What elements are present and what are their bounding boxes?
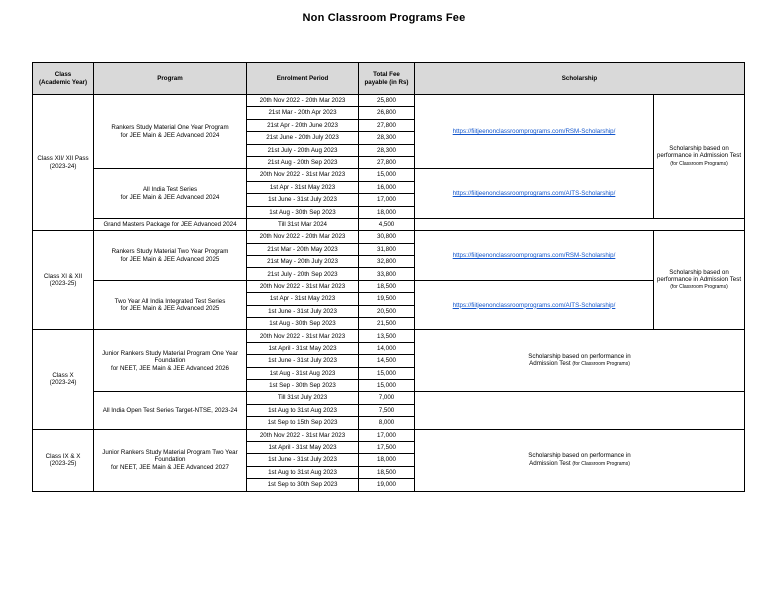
period-cell: 21st May - 20th July 2023 bbox=[247, 256, 359, 268]
program-cell: All India Open Test Series Target-NTSE, 2023-24 bbox=[94, 392, 247, 429]
program-cell: Grand Masters Package for JEE Advanced 2024 bbox=[94, 218, 247, 230]
table-row bbox=[33, 218, 745, 230]
period-cell: 1st June - 31st July 2023 bbox=[247, 454, 359, 466]
scholarship-note-cell: Scholarship based on performance in Admission Test (for Classroom Programs) bbox=[654, 95, 745, 219]
period-cell: 1st Aug - 30th Sep 2023 bbox=[247, 318, 359, 330]
header-class: Class (Academic Year) bbox=[33, 63, 94, 95]
period-cell: 20th Nov 2022 - 31st Mar 2023 bbox=[247, 169, 359, 181]
table-row bbox=[33, 429, 745, 441]
fee-cell: 15,000 bbox=[359, 169, 415, 181]
header-enrolment-period: Enrolment Period bbox=[247, 63, 359, 95]
class-cell: Class IX & X (2023-25) bbox=[33, 429, 94, 491]
program-cell: Rankers Study Material One Year Program for JEE Main & JEE Advanced 2024 bbox=[94, 95, 247, 169]
fee-cell: 21,500 bbox=[359, 318, 415, 330]
fee-cell: 4,500 bbox=[359, 218, 415, 230]
fee-cell: 8,000 bbox=[359, 417, 415, 429]
period-cell: 21st June - 20th July 2023 bbox=[247, 132, 359, 144]
fee-table bbox=[32, 62, 745, 492]
empty-cell bbox=[415, 218, 745, 230]
table-row bbox=[33, 280, 745, 292]
period-cell: 1st Apr - 31st May 2023 bbox=[247, 181, 359, 193]
fee-cell: 19,500 bbox=[359, 293, 415, 305]
scholarship-link[interactable]: https://fiitjeenonclassroomprograms.com/AITS-Scholarship/ bbox=[452, 301, 616, 309]
period-cell: 1st Aug - 30th Sep 2023 bbox=[247, 206, 359, 218]
fee-cell: 31,800 bbox=[359, 243, 415, 255]
fee-cell: 13,500 bbox=[359, 330, 415, 342]
period-cell: 1st Aug - 31st Aug 2023 bbox=[247, 367, 359, 379]
scholarship-note-cell: Scholarship based on performance in Admission Test (for Classroom Programs) bbox=[415, 429, 745, 491]
fee-cell: 17,000 bbox=[359, 194, 415, 206]
period-cell: 1st Sep to 30th Sep 2023 bbox=[247, 479, 359, 491]
fee-cell: 18,500 bbox=[359, 466, 415, 478]
period-cell: 1st June - 31st July 2023 bbox=[247, 305, 359, 317]
fee-cell: 7,000 bbox=[359, 392, 415, 404]
period-cell: 1st June - 31st July 2023 bbox=[247, 355, 359, 367]
program-cell: Rankers Study Material Two Year Program for JEE Main & JEE Advanced 2025 bbox=[94, 231, 247, 281]
table-row bbox=[33, 231, 745, 243]
fee-cell: 25,800 bbox=[359, 95, 415, 107]
class-cell: Class XII/ XII Pass (2023-24) bbox=[33, 95, 94, 231]
fee-cell: 14,000 bbox=[359, 342, 415, 354]
empty-cell bbox=[415, 392, 745, 429]
fee-cell: 15,000 bbox=[359, 367, 415, 379]
period-cell: 21st July - 20th Aug 2023 bbox=[247, 144, 359, 156]
fee-cell: 18,500 bbox=[359, 280, 415, 292]
scholarship-link-cell bbox=[415, 231, 654, 281]
fee-cell: 30,800 bbox=[359, 231, 415, 243]
fee-cell: 27,800 bbox=[359, 119, 415, 131]
period-cell: 1st Sep to 15th Sep 2023 bbox=[247, 417, 359, 429]
scholarship-note-cell: Scholarship based on performance in Admission Test (for Classroom Programs) bbox=[654, 231, 745, 330]
fee-cell: 28,300 bbox=[359, 132, 415, 144]
table-row bbox=[33, 392, 745, 404]
period-cell: Till 31st July 2023 bbox=[247, 392, 359, 404]
fee-cell: 32,800 bbox=[359, 256, 415, 268]
scholarship-link-cell bbox=[415, 280, 654, 330]
program-cell: Two Year All India Integrated Test Series for JEE Main & JEE Advanced 2025 bbox=[94, 280, 247, 330]
fee-cell: 26,800 bbox=[359, 107, 415, 119]
header-total-fee: Total Fee payable (in Rs) bbox=[359, 63, 415, 95]
fee-cell: 17,500 bbox=[359, 441, 415, 453]
period-cell: 20th Nov 2022 - 20th Mar 2023 bbox=[247, 231, 359, 243]
period-cell: 1st Apr - 31st May 2023 bbox=[247, 293, 359, 305]
scholarship-link[interactable]: https://fiitjeenonclassroomprograms.com/RSM-Scholarship/ bbox=[452, 128, 616, 136]
table-row bbox=[33, 169, 745, 181]
period-cell: 1st Aug to 31st Aug 2023 bbox=[247, 466, 359, 478]
header-program: Program bbox=[94, 63, 247, 95]
fee-cell: 27,800 bbox=[359, 156, 415, 168]
table-row bbox=[33, 95, 745, 107]
table-header-row bbox=[33, 63, 745, 95]
fee-cell: 18,000 bbox=[359, 206, 415, 218]
class-cell: Class XI & XII (2023-25) bbox=[33, 231, 94, 330]
period-cell: 21st Aug - 20th Sep 2023 bbox=[247, 156, 359, 168]
fee-cell: 18,000 bbox=[359, 454, 415, 466]
fee-cell: 7,500 bbox=[359, 404, 415, 416]
period-cell: 20th Nov 2022 - 31st Mar 2023 bbox=[247, 330, 359, 342]
period-cell: 20th Nov 2022 - 31st Mar 2023 bbox=[247, 280, 359, 292]
fee-cell: 14,500 bbox=[359, 355, 415, 367]
page-title: Non Classroom Programs Fee bbox=[302, 12, 466, 24]
fee-cell: 20,500 bbox=[359, 305, 415, 317]
period-cell: 21st July - 20th Sep 2023 bbox=[247, 268, 359, 280]
scholarship-link[interactable]: https://fiitjeenonclassroomprograms.com/RSM-Scholarship/ bbox=[452, 251, 616, 259]
class-cell: Class X (2023-24) bbox=[33, 330, 94, 429]
period-cell: 1st April - 31st May 2023 bbox=[247, 441, 359, 453]
header-scholarship: Scholarship bbox=[415, 63, 745, 95]
scholarship-link-cell bbox=[415, 95, 654, 169]
fee-cell: 28,300 bbox=[359, 144, 415, 156]
scholarship-link-cell bbox=[415, 169, 654, 219]
fee-cell: 17,000 bbox=[359, 429, 415, 441]
program-cell: All India Test Series for JEE Main & JEE Advanced 2024 bbox=[94, 169, 247, 219]
program-cell: Junior Rankers Study Material Program One Year Foundation for NEET, JEE Main & JEE Advanced 2026 bbox=[94, 330, 247, 392]
period-cell: 20th Nov 2022 - 20th Mar 2023 bbox=[247, 95, 359, 107]
fee-cell: 33,800 bbox=[359, 268, 415, 280]
fee-cell: 19,000 bbox=[359, 479, 415, 491]
fee-cell: 15,000 bbox=[359, 379, 415, 391]
period-cell: 1st Aug to 31st Aug 2023 bbox=[247, 404, 359, 416]
period-cell: 1st June - 31st July 2023 bbox=[247, 194, 359, 206]
table-row bbox=[33, 330, 745, 342]
program-cell: Junior Rankers Study Material Program Two Year Foundation for NEET, JEE Main & JEE Advanced 2027 bbox=[94, 429, 247, 491]
period-cell: 1st Sep - 30th Sep 2023 bbox=[247, 379, 359, 391]
fee-cell: 16,000 bbox=[359, 181, 415, 193]
period-cell: 21st Mar - 20th Apr 2023 bbox=[247, 107, 359, 119]
period-cell: 21st Apr - 20th June 2023 bbox=[247, 119, 359, 131]
scholarship-note-cell: Scholarship based on performance in Admission Test (for Classroom Programs) bbox=[415, 330, 745, 392]
period-cell: 20th Nov 2022 - 31st Mar 2023 bbox=[247, 429, 359, 441]
period-cell: 21st Mar - 20th May 2023 bbox=[247, 243, 359, 255]
scholarship-link[interactable]: https://fiitjeenonclassroomprograms.com/AITS-Scholarship/ bbox=[452, 190, 616, 198]
period-cell: Till 31st Mar 2024 bbox=[247, 218, 359, 230]
period-cell: 1st April - 31st May 2023 bbox=[247, 342, 359, 354]
